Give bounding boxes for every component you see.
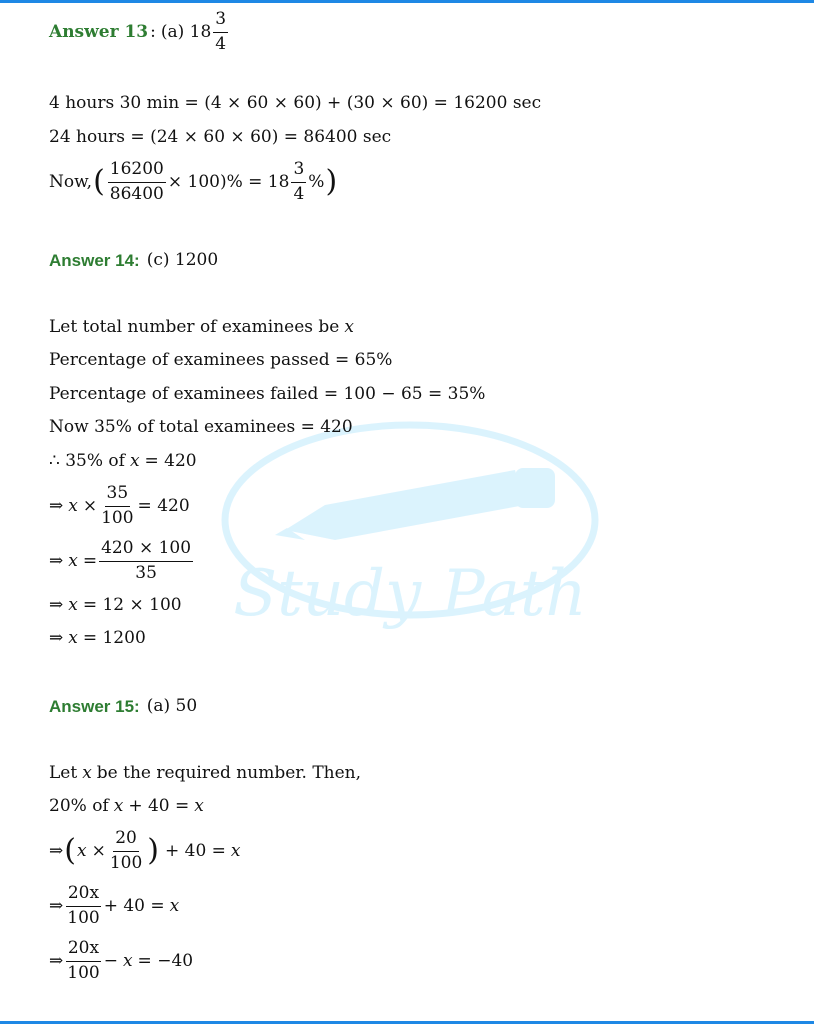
answer-15-heading-line (49, 698, 197, 715)
answer-14-option: (c) 1200 (146, 250, 219, 270)
answer-13-line-1: 4 hours 30 min = (4 × 60 × 60) + (30 × 60) = 16200 sec (49, 93, 542, 113)
answer-14-line-6: ⇒ x × $\frac{35}{100}$ = 420 (49, 483, 190, 528)
answer-14-line-3: Percentage of examinees failed = 100 − 65 = 35% (49, 384, 486, 404)
answer-15-option: (a) 50 (146, 696, 198, 716)
answer-14-heading: Answer 14: (49, 251, 140, 270)
answer-13-now-line: Now, ( $\frac{16200}{86400}$ × 100)% = 18 $\frac{3}{4}$ % ) (49, 159, 338, 204)
answer-15-fraction-20-100: $\frac{20}{100}$ (109, 828, 143, 873)
answer-14-heading-line (49, 252, 218, 269)
answer-14-line-4: Now 35% of total examinees = 420 (49, 417, 353, 437)
answer-14-fraction-420x100-35: $\frac{420 \times 100}{35}$ (101, 538, 192, 583)
answer-14-line-8: ⇒ x = 12 × 100 (49, 595, 182, 615)
answer-13-option-fraction: $\frac{3}{4}$ (215, 9, 227, 54)
answer-15-fraction-20x-100-b: $\frac{20x}{100}$ (67, 938, 100, 983)
watermark-text: Study Path (233, 557, 587, 631)
answer-14-line-1: Let total number of examinees be x (49, 317, 354, 337)
answer-14-line-2: Percentage of examinees passed = 65% (49, 350, 393, 370)
answer-15-line-4: ⇒ $\frac{20x}{100}$ + 40 = x (49, 883, 180, 928)
answer-15-line-2: 20% of x + 40 = x (49, 796, 204, 816)
answer-14-line-9: ⇒ x = 1200 (49, 628, 146, 648)
answer-13-heading-line (49, 10, 230, 54)
answer-14-fraction-35-100: $\frac{35}{100}$ (101, 483, 134, 528)
answer-13-colon: : (150, 21, 156, 42)
answer-13-option: (a) 18 (160, 21, 212, 42)
top-rule (0, 0, 814, 3)
answer-14-line-7: ⇒ x = $\frac{420 \times 100}{35}$ (49, 538, 192, 583)
answer-13-heading: Answer 13 (49, 21, 149, 42)
answer-15-line-3: ⇒ ( x × $\frac{20}{100}$ ) + 40 = x (49, 828, 241, 873)
answer-13-line-2: 24 hours = (24 × 60 × 60) = 86400 sec (49, 127, 392, 147)
answer-13-now-fraction: $\frac{16200}{86400}$ (109, 159, 164, 204)
answer-15-line-5: ⇒ $\frac{20x}{100}$ − x = −40 (49, 938, 194, 983)
study-path-watermark (215, 410, 605, 655)
answer-15-heading: Answer 15: (49, 697, 140, 716)
fountain-pen-icon (275, 468, 555, 540)
answer-14-line-5: ∴ 35% of x = 420 (49, 451, 197, 471)
answer-15-fraction-20x-100: $\frac{20x}{100}$ (67, 883, 100, 928)
answer-13-now-fraction-2: $\frac{3}{4}$ (293, 159, 305, 204)
answer-15-line-1: Let x be the required number. Then, (49, 763, 362, 783)
